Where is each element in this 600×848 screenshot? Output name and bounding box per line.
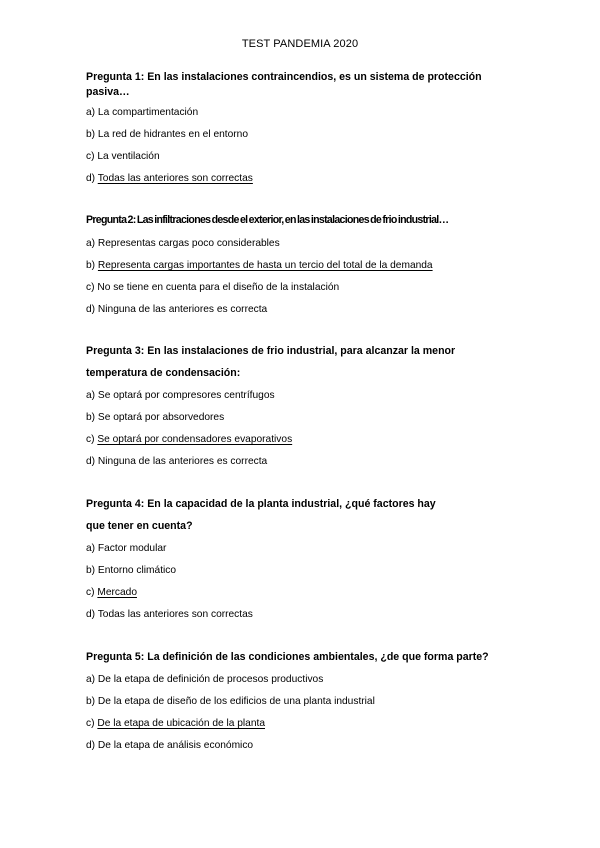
option-text: De la etapa de ubicación de la planta bbox=[97, 718, 265, 729]
option-letter: c) bbox=[86, 587, 95, 598]
question-3-option-d bbox=[86, 455, 267, 468]
option-letter: b) bbox=[86, 129, 96, 140]
question-5-option-b bbox=[86, 695, 375, 708]
option-letter: b) bbox=[86, 412, 96, 423]
question-4-option-d bbox=[86, 608, 253, 621]
question-5-option-c bbox=[86, 717, 265, 730]
option-letter: a) bbox=[86, 238, 96, 249]
option-text: Mercado bbox=[97, 587, 137, 598]
question-4-prompt-line-1: Pregunta 4: En la capacidad de la planta industrial, ¿qué factores hay bbox=[86, 498, 436, 510]
option-letter: b) bbox=[86, 565, 96, 576]
option-text: Se optará por absorvedores bbox=[97, 412, 225, 423]
option-text: Se optará por compresores centrífugos bbox=[97, 390, 275, 401]
question-3-option-c bbox=[86, 433, 292, 446]
option-letter: a) bbox=[86, 390, 96, 401]
question-1-option-c bbox=[86, 150, 160, 163]
option-text: Factor modular bbox=[97, 543, 167, 554]
option-text: Ninguna de las anteriores es correcta bbox=[97, 304, 268, 315]
option-text: Representas cargas poco considerables bbox=[97, 238, 280, 249]
question-5-option-a bbox=[86, 673, 323, 686]
question-1-prompt bbox=[86, 70, 526, 100]
option-text: Representa cargas importantes de hasta un tercio del total de la demanda bbox=[97, 260, 433, 271]
question-3-option-b bbox=[86, 411, 224, 424]
option-text: La ventilación bbox=[97, 151, 160, 162]
option-text: Ninguna de las anteriores es correcta bbox=[97, 456, 268, 467]
question-2-option-d bbox=[86, 303, 267, 316]
option-text: De la etapa de definición de procesos productivos bbox=[97, 674, 324, 685]
option-text: La compartimentación bbox=[97, 107, 199, 118]
option-letter: d) bbox=[86, 173, 96, 184]
option-letter: d) bbox=[86, 609, 96, 620]
option-letter: a) bbox=[86, 107, 96, 118]
option-text: De la etapa de análisis económico bbox=[97, 740, 254, 751]
question-1-prompt-line-1: Pregunta 1: En las instalaciones contraincendios, es un sistema de protección pasiva… bbox=[86, 71, 482, 98]
question-2-prompt bbox=[86, 213, 526, 228]
option-letter: a) bbox=[86, 543, 96, 554]
question-2-option-c bbox=[86, 281, 339, 294]
question-2-option-b bbox=[86, 259, 433, 272]
question-2-option-a bbox=[86, 237, 280, 250]
question-3-prompt-line-1: Pregunta 3: En las instalaciones de frio industrial, para alcanzar la menor bbox=[86, 345, 456, 357]
option-text: Entorno climático bbox=[97, 565, 177, 576]
option-letter: d) bbox=[86, 456, 96, 467]
question-5-prompt bbox=[86, 650, 526, 665]
option-letter: d) bbox=[86, 304, 96, 315]
question-4-option-a bbox=[86, 542, 166, 555]
question-4-prompt-line-2: que tener en cuenta? bbox=[86, 520, 193, 532]
option-text: Todas las anteriores son correctas bbox=[97, 173, 253, 184]
question-4-option-c bbox=[86, 586, 137, 599]
option-text: La red de hidrantes en el entorno bbox=[97, 129, 248, 140]
question-5-option-d bbox=[86, 739, 253, 752]
option-text: No se tiene en cuenta para el diseño de la instalación bbox=[97, 282, 340, 293]
option-letter: b) bbox=[86, 260, 96, 271]
question-3-option-a bbox=[86, 389, 275, 402]
question-3-prompt-line-2: temperatura de condensación: bbox=[86, 367, 241, 379]
option-letter: c) bbox=[86, 282, 95, 293]
document-title: TEST PANDEMIA 2020 bbox=[241, 38, 359, 50]
option-text: De la etapa de diseño de los edificios de una planta industrial bbox=[97, 696, 375, 707]
question-5-prompt-line-1: Pregunta 5: La definición de las condiciones ambientales, ¿de que forma parte? bbox=[86, 651, 489, 663]
option-letter: d) bbox=[86, 740, 96, 751]
question-1-option-d bbox=[86, 172, 253, 185]
option-letter: c) bbox=[86, 718, 95, 729]
question-1-option-b bbox=[86, 128, 248, 141]
option-text: Se optará por condensadores evaporativos bbox=[97, 434, 293, 445]
question-1-option-a bbox=[86, 106, 198, 119]
option-text: Todas las anteriores son correctas bbox=[97, 609, 253, 620]
option-letter: a) bbox=[86, 674, 96, 685]
option-letter: c) bbox=[86, 151, 95, 162]
option-letter: b) bbox=[86, 696, 96, 707]
question-2-prompt-line-1: Pregunta 2: Las infiltraciones desde el exterior, en las instalaciones de frio industrial… bbox=[86, 214, 449, 226]
question-4-option-b bbox=[86, 564, 176, 577]
option-letter: c) bbox=[86, 434, 95, 445]
